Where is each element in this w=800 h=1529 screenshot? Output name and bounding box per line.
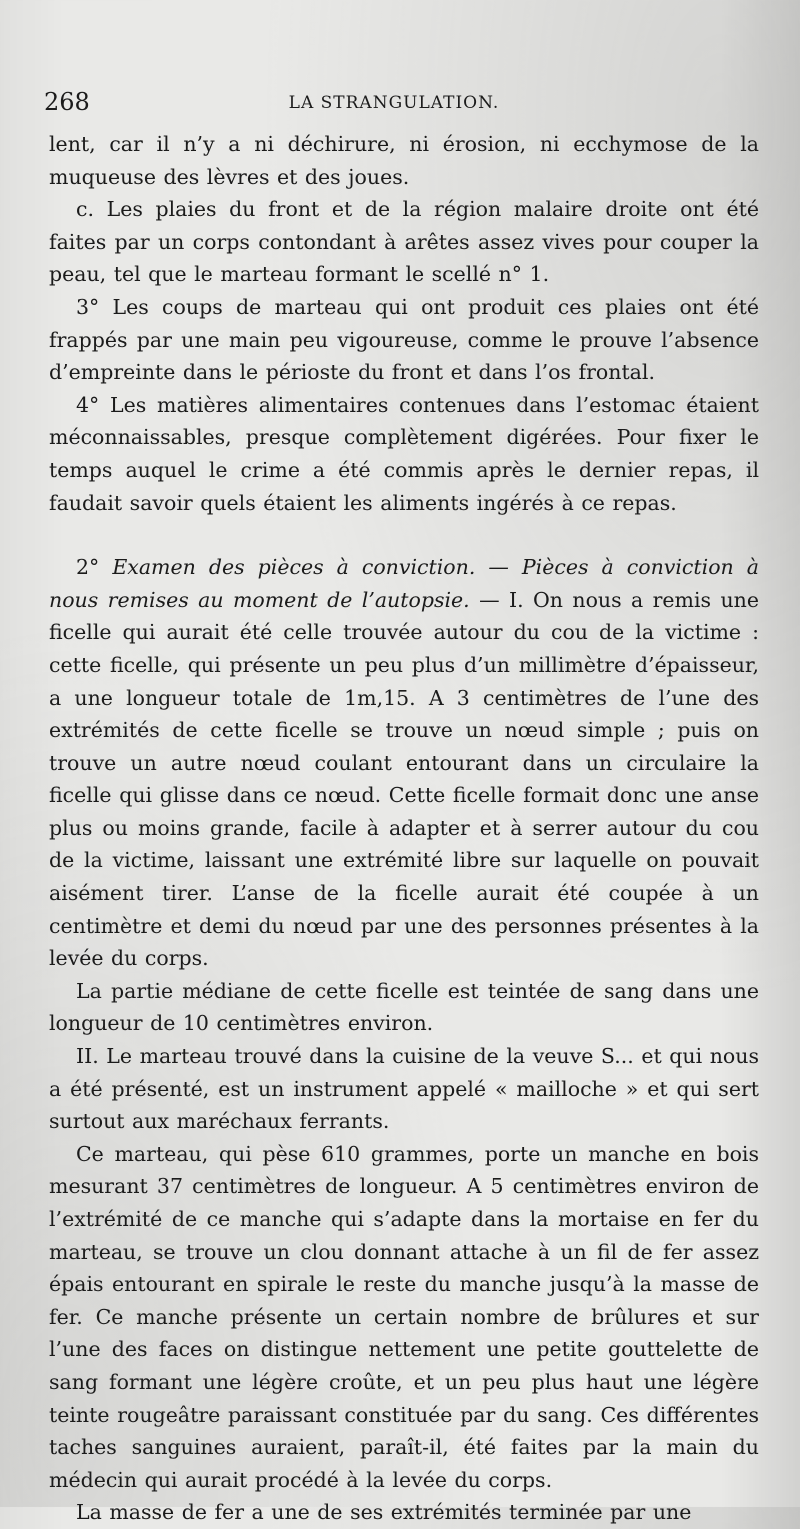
paragraph-c: c. Les plaies du front et de la région malaire droite ont été faites par un corps contondant à arêtes assez vives pour couper la peau, tel que le marteau formant le scellé n° 1. <box>49 197 759 287</box>
section-body: — I. On nous a remis une ficelle qui aurait été celle trouvée autour du cou de la victime : cette ficelle, qui présente un peu plus d’un millimètre d’épaisseur, a une longueur totale de 1m,15. A 3 centimètres de l’une des extrémités de cette ficelle se trouve un nœud simple ; puis on trouve un autre nœud coulant entourant dans un circulaire la ficelle qui glisse dans ce nœud. Cette ficelle formait donc une anse plus ou moins grande, facile à adapter et à serrer autour du cou de la victime, laissant une extrémité libre sur laquelle on pouvait aisément tirer. L’anse de la ficelle aurait été coupée à un centimètre et demi du nœud par une des personnes présentes à la levée du corps. <box>49 587 759 971</box>
paragraph-section-2 <box>49 551 759 975</box>
section-heading: Examen des pièces à conviction. — Pièces à conviction à nous remises au moment de l’autopsie. <box>49 555 759 612</box>
paragraph-manche: Ce marteau, qui pèse 610 grammes, porte un manche en bois mesurant 37 centimètres de longueur. A 5 centimètres environ de l’extrémité de ce manche qui s’adapte dans la mortaise en fer du marteau, se trouve un clou donnant attache à un fil de fer assez épais entourant en spirale le reste du manche jusqu’à la masse de fer. Ce manche présente un certain nombre de brûlures et sur l’une des faces on distingue nettement une petite gouttelette de sang formant une légère croûte, et un peu plus haut une légère teinte rougeâtre paraissant constituée par du sang. Ces différentes taches sanguines auraient, paraît-il, été faites par la main du médecin qui aurait procédé à la levée du corps. <box>49 1141 759 1492</box>
running-title: LA STRANGULATION. <box>288 93 500 113</box>
paragraph-continuation: lent, car il n’y a ni déchirure, ni érosion, ni ecchymose de la muqueuse des lèvres et des joues. <box>49 132 759 189</box>
section-number: 2° <box>76 555 113 580</box>
running-head <box>44 86 744 118</box>
paragraph-marteau: II. Le marteau trouvé dans la cuisine de la veuve S... et qui nous a été présenté, est un instrument appelé « mailloche » et qui sert surtout aux maréchaux ferrants. <box>49 1044 759 1134</box>
paragraph-masse: La masse de fer a une de ses extrémités terminée par une <box>76 1500 692 1525</box>
paragraph-3: 3° Les coups de marteau qui ont produit ces plaies ont été frappés par une main peu vigoureuse, comme le prouve l’absence d’empreinte dans le périoste du front et dans l’os frontal. <box>49 294 759 385</box>
paragraph-ficelle-sang: La partie médiane de cette ficelle est teintée de sang dans une longueur de 10 centimètres environ. <box>49 978 759 1036</box>
page-number: 268 <box>44 88 90 116</box>
paragraph-4: 4° Les matières alimentaires contenues dans l’estomac étaient méconnaissables, presque complètement digérées. Pour fixer le temps auquel le crime a été commis après le dernier repas, il faudait savoir quels étaient les aliments ingérés à ce repas. <box>49 392 759 515</box>
body-text <box>49 128 759 1529</box>
